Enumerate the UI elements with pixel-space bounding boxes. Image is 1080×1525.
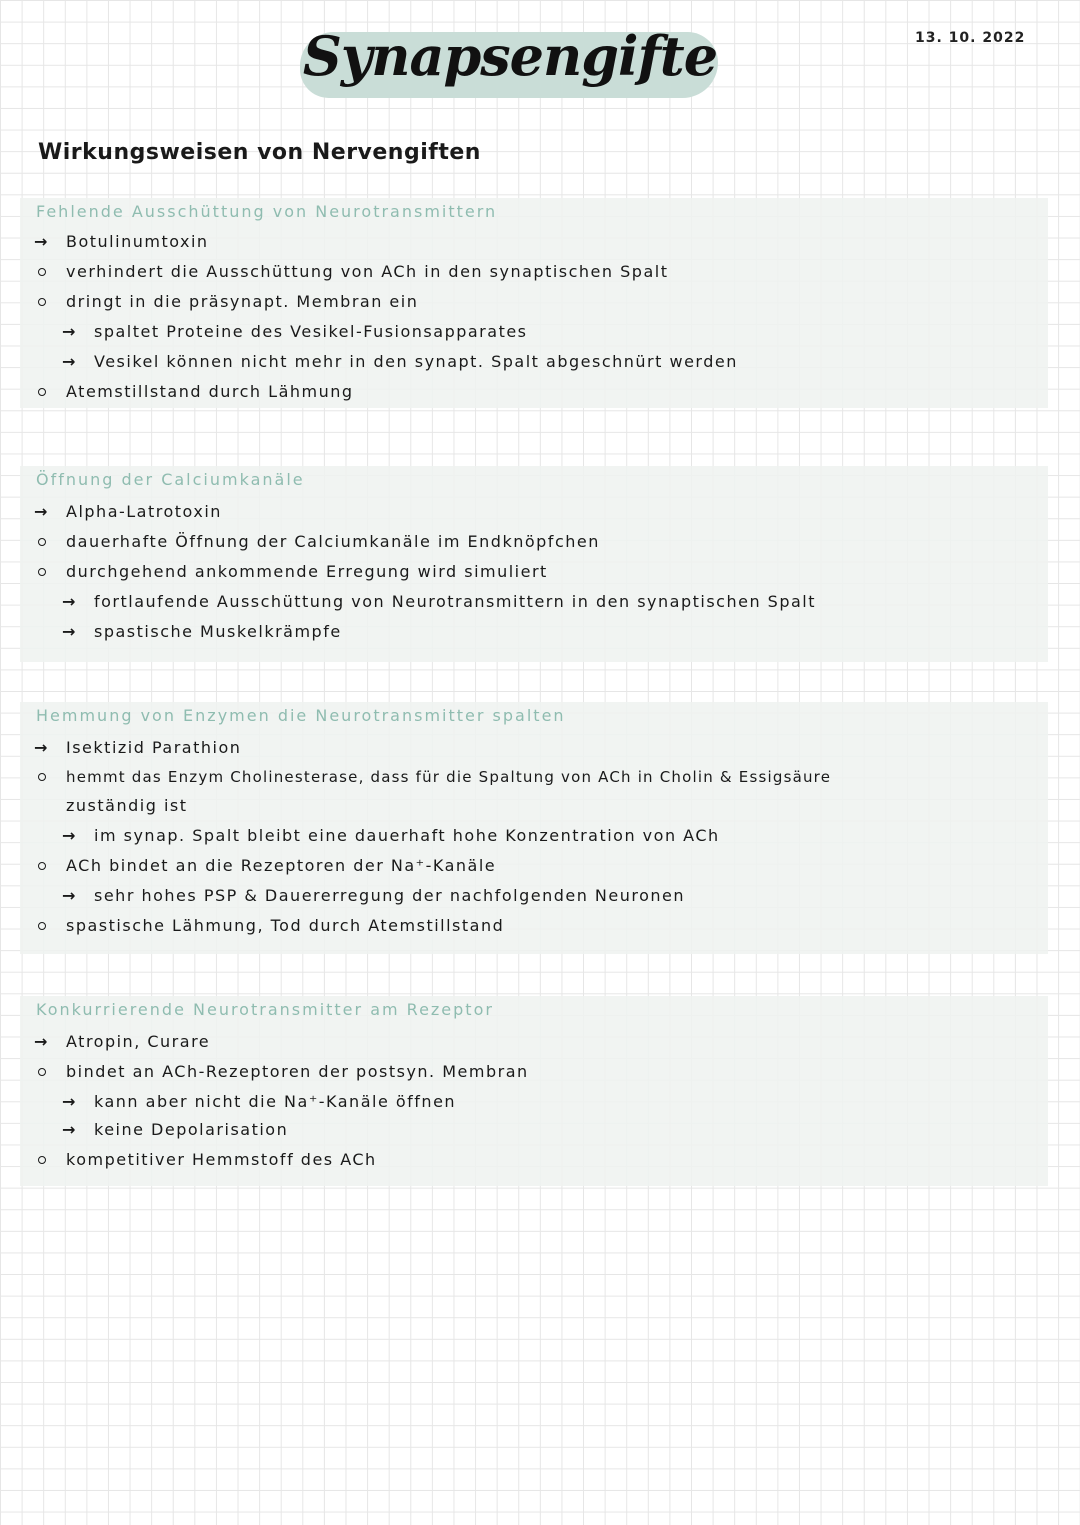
bullet-icon (38, 922, 46, 930)
list-item: spastische Lähmung, Tod durch Atemstillstand (38, 916, 504, 935)
page-title: Synapsengifte (302, 24, 718, 88)
arrow-right-icon: → (34, 1032, 49, 1051)
arrow-right-icon: → (62, 592, 77, 611)
bullet-icon (38, 1068, 46, 1076)
list-item: → Isektizid Parathion (34, 738, 242, 757)
bullet-icon (38, 568, 46, 576)
list-item: Atemstillstand durch Lähmung (38, 382, 354, 401)
title-block (300, 24, 720, 104)
bullet-icon (38, 298, 46, 306)
section-konkurrierende-neurotransmitter (20, 996, 1048, 1186)
list-item: hemmt das Enzym Cholinesterase, dass für die Spaltung von ACh in Cholin & Essigsäure (38, 768, 831, 786)
bullet-icon (38, 1156, 46, 1164)
list-item: → Atropin, Curare (34, 1032, 211, 1051)
list-item-continuation: zuständig ist (66, 796, 188, 815)
arrow-right-icon: → (62, 352, 77, 371)
list-item: → sehr hohes PSP & Dauererregung der nachfolgenden Neuronen (62, 886, 686, 905)
arrow-right-icon: → (34, 502, 49, 521)
list-item: → keine Depolarisation (62, 1120, 289, 1139)
section-title: Öffnung der Calciumkanäle (36, 470, 305, 489)
bullet-icon (38, 388, 46, 396)
list-item: → Alpha-Latrotoxin (34, 502, 222, 521)
list-item: → Vesikel können nicht mehr in den synapt. Spalt abgeschnürt werden (62, 352, 738, 371)
list-item: durchgehend ankommende Erregung wird simuliert (38, 562, 548, 581)
section-title: Fehlende Ausschüttung von Neurotransmittern (36, 202, 498, 221)
arrow-right-icon: → (62, 886, 77, 905)
arrow-right-icon: → (62, 826, 77, 845)
list-item: bindet an ACh-Rezeptoren der postsyn. Membran (38, 1062, 529, 1081)
date: 13. 10. 2022 (915, 30, 1026, 46)
main-heading: Wirkungsweisen von Nervengiften (38, 140, 481, 165)
list-item: → fortlaufende Ausschüttung von Neurotransmittern in den synaptischen Spalt (62, 592, 817, 611)
list-item: dauerhafte Öffnung der Calciumkanäle im Endknöpfchen (38, 532, 600, 551)
arrow-right-icon: → (62, 1092, 77, 1111)
section-fehlende-ausschuettung (20, 198, 1048, 408)
bullet-icon (38, 862, 46, 870)
list-item: ACh bindet an die Rezeptoren der Na⁺-Kanäle (38, 856, 496, 875)
bullet-icon (38, 538, 46, 546)
list-item: → im synap. Spalt bleibt eine dauerhaft hohe Konzentration von ACh (62, 826, 720, 845)
arrow-right-icon: → (62, 1120, 77, 1139)
section-oeffnung-calciumkanaele (20, 466, 1048, 662)
list-item: → kann aber nicht die Na⁺-Kanäle öffnen (62, 1092, 457, 1111)
section-title: Konkurrierende Neurotransmitter am Rezeptor (36, 1000, 494, 1019)
list-item: → spaltet Proteine des Vesikel-Fusionsapparates (62, 322, 528, 341)
arrow-right-icon: → (34, 232, 49, 251)
list-item: kompetitiver Hemmstoff des ACh (38, 1150, 377, 1169)
list-item: → spastische Muskelkrämpfe (62, 622, 342, 641)
arrow-right-icon: → (34, 738, 49, 757)
arrow-right-icon: → (62, 322, 77, 341)
arrow-right-icon: → (62, 622, 77, 641)
list-item: → Botulinumtoxin (34, 232, 209, 251)
section-title: Hemmung von Enzymen die Neurotransmitter spalten (36, 706, 566, 725)
bullet-icon (38, 268, 46, 276)
list-item: verhindert die Ausschüttung von ACh in den synaptischen Spalt (38, 262, 668, 281)
section-hemmung-enzyme (20, 702, 1048, 954)
bullet-icon (38, 773, 46, 781)
list-item: dringt in die präsynapt. Membran ein (38, 292, 418, 311)
